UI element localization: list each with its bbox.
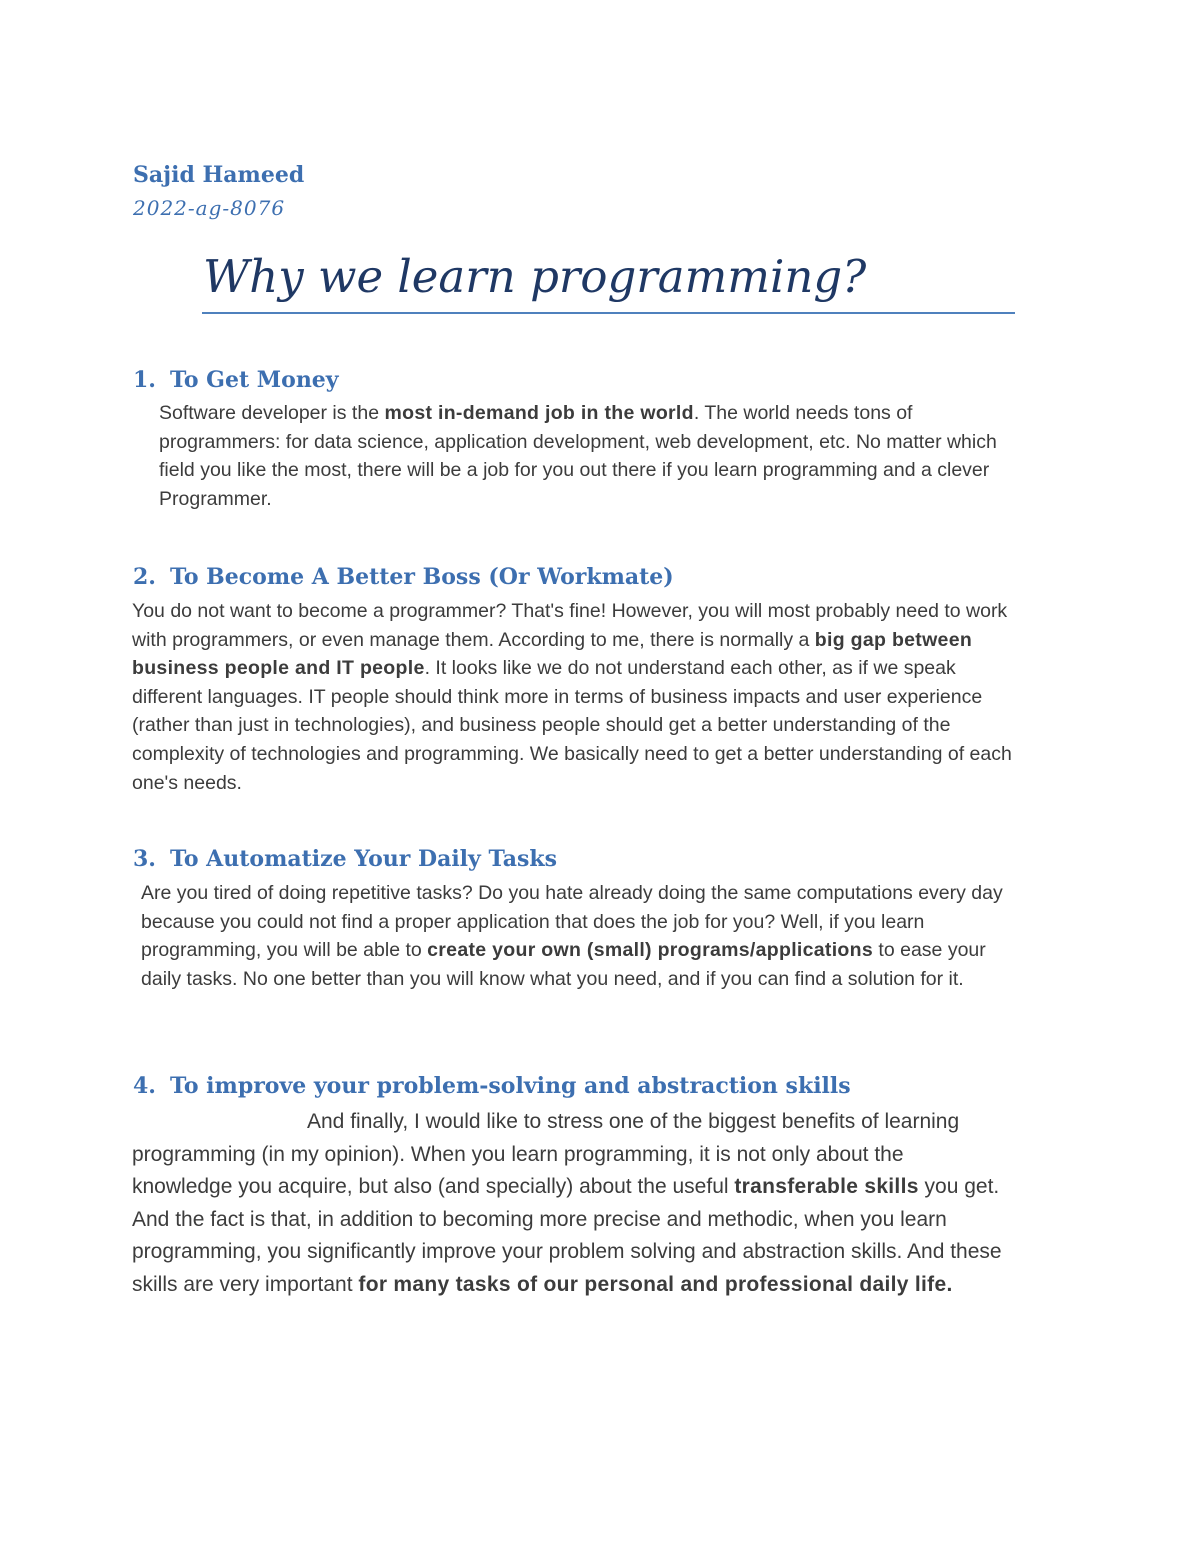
document-title: Why we learn programming? xyxy=(203,250,867,303)
section-heading-text: To Get Money xyxy=(170,367,339,393)
section-number: 2. xyxy=(133,564,156,590)
emphasis: create your own (small) programs/applications xyxy=(427,939,874,962)
author-id: 2022-ag-8076 xyxy=(133,196,286,220)
emphasis: transferable skills xyxy=(734,1175,919,1198)
section-heading-text: To improve your problem-solving and abstraction skills xyxy=(170,1073,851,1099)
section-heading-1 xyxy=(133,367,339,393)
section-number: 1. xyxy=(133,367,156,393)
section-paragraph-1: Software developer is the most in-demand job in the world. The world needs tons of programmers: for data science, application development, web development, etc. No matter which field you like the most, there will be a job for you out there if you learn programming and a clever Programmer. xyxy=(159,402,997,510)
section-paragraph-2: You do not want to become a programmer? That's fine! However, you will most probably need to work with programmers, or even manage them. According to me, there is normally a big gap between business people and IT people. It looks like we do not understand each other, as if we speak different languages. IT people should think more in terms of business impacts and user experience (rather than just in technologies), and business people should get a better understanding of the complexity of technologies and programming. We basically need to get a better understanding of each one's needs. xyxy=(132,600,1012,794)
section-heading-text: To Automatize Your Daily Tasks xyxy=(170,846,558,872)
section-number: 4. xyxy=(133,1073,156,1099)
section-heading-4 xyxy=(133,1073,851,1099)
section-number: 3. xyxy=(133,846,156,872)
title-underline xyxy=(202,312,1015,314)
emphasis: for many tasks of our personal and professional daily life. xyxy=(358,1272,953,1296)
author-name: Sajid Hameed xyxy=(133,162,305,188)
emphasis: most in-demand job in the world xyxy=(384,402,694,424)
section-heading-2 xyxy=(133,564,674,590)
section-paragraph-4: And finally, I would like to stress one of the biggest benefits of learning programming (in my opinion). When you learn programming, it is not only about the knowledge you acquire, but also (and specially) about the useful transferable skills you get. And the fact is that, in addition to becoming more precise and methodic, when you learn programming, you significantly improve your problem solving and abstraction skills. And these skills are very important for many tasks of our personal and professional daily life. xyxy=(132,1110,1002,1296)
section-heading-3 xyxy=(133,846,557,872)
section-heading-text: To Become A Better Boss (Or Workmate) xyxy=(170,564,674,590)
section-paragraph-3: Are you tired of doing repetitive tasks? Do you hate already doing the same computations every day because you could not find a proper application that does the job for you? Well, if you learn programming, you will be able to create your own (small) programs/applications to ease your daily tasks. No one better than you will know what you need, and if you can find a solution for it. xyxy=(141,882,1003,990)
emphasis: big gap between business people and IT people xyxy=(132,628,973,680)
